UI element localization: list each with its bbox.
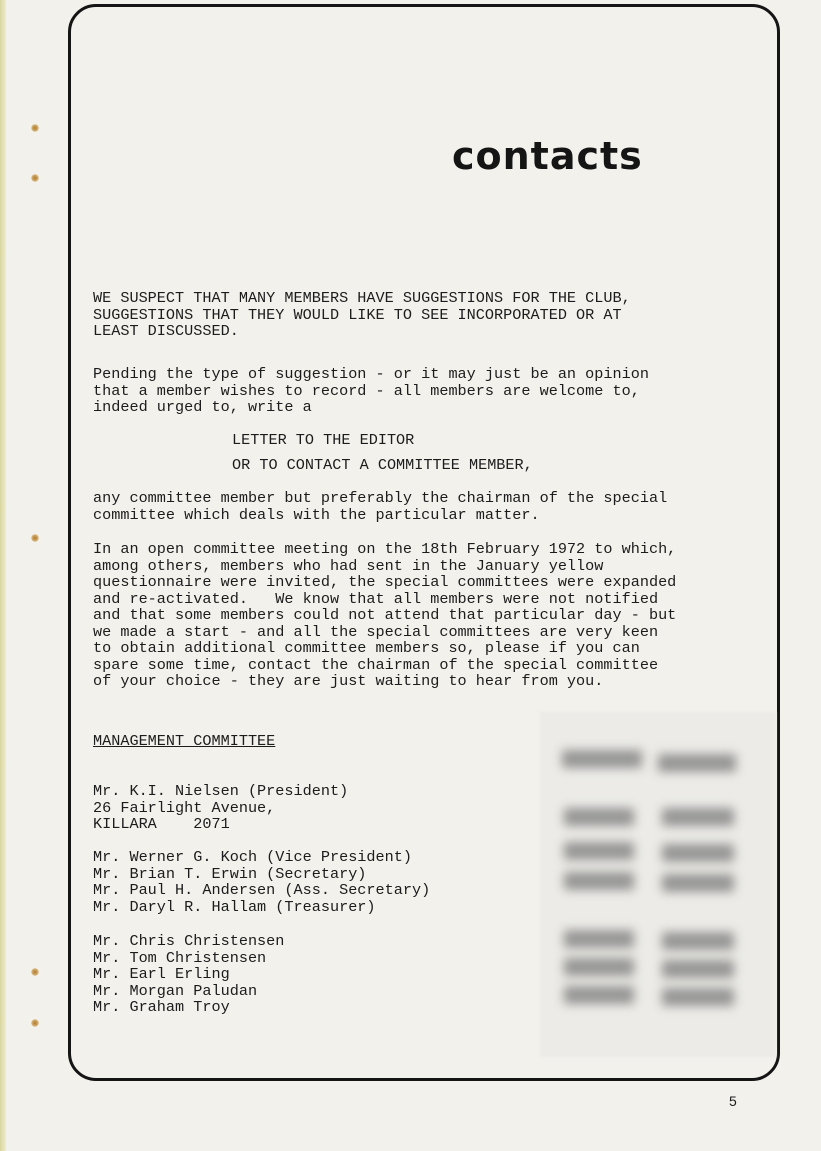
pending-paragraph: Pending the type of suggestion - or it may just be an opinion that a member wishes to record - all members are welcome to, indeed urged to, write a (93, 365, 649, 416)
redacted-line (662, 844, 734, 862)
redacted-line (662, 960, 734, 978)
page-number: 5 (729, 1093, 737, 1109)
punch-hole (31, 1019, 39, 1027)
redacted-line (564, 842, 634, 860)
punch-hole (31, 968, 39, 976)
contact-committee-line: OR TO CONTACT A COMMITTEE MEMBER, (232, 456, 533, 474)
officers-list: Mr. Werner G. Koch (Vice President) Mr. Brian T. Erwin (Secretary) Mr. Paul H. Andersen (Ass. Secretary) Mr. Daryl R. Hallam (Treasurer) (93, 848, 431, 916)
redacted-line (564, 930, 634, 948)
redacted-line (662, 874, 734, 892)
redacted-line (564, 986, 634, 1004)
redacted-line (662, 988, 734, 1006)
president-address: Mr. K.I. Nielsen (President) 26 Fairlight Avenue, KILLARA 2071 (93, 782, 349, 833)
redacted-line (662, 808, 734, 826)
redacted-phone-numbers (540, 712, 776, 1057)
redacted-line (562, 750, 642, 768)
paper-edge (0, 0, 6, 1151)
any-committee-paragraph: any committee member but preferably the chairman of the special committee which deals with the particular matter. (93, 489, 668, 524)
punch-hole (31, 534, 39, 542)
page-title: contacts (452, 134, 643, 178)
management-committee-heading: MANAGEMENT COMMITTEE (93, 732, 276, 750)
redacted-line (564, 808, 634, 826)
redacted-line (662, 932, 734, 950)
letter-to-editor-line: LETTER TO THE EDITOR (232, 431, 415, 449)
redacted-line (564, 872, 634, 890)
committee-members-list: Mr. Chris Christensen Mr. Tom Christensen Mr. Earl Erling Mr. Morgan Paludan Mr. Graham Troy (93, 932, 285, 1016)
meeting-paragraph: In an open committee meeting on the 18th February 1972 to which, among others, members who had sent in the January yellow questionnaire were invited, the special committees were expanded and re-activated. We know that all members were not notified and that some members could not attend that particular day - but we made a start - and all the special committees are very keen to obtain additional committee members so, please if you can spare some time, contact the chairman of the special committee of your choice - they are just waiting to hear from you. (93, 540, 677, 690)
punch-hole (31, 174, 39, 182)
redacted-line (658, 754, 736, 772)
punch-hole (31, 124, 39, 132)
redacted-line (564, 958, 634, 976)
intro-paragraph: WE SUSPECT THAT MANY MEMBERS HAVE SUGGESTIONS FOR THE CLUB, SUGGESTIONS THAT THEY WOULD LIKE TO SEE INCORPORATED OR AT LEAST DISCUSSED. (93, 289, 631, 340)
